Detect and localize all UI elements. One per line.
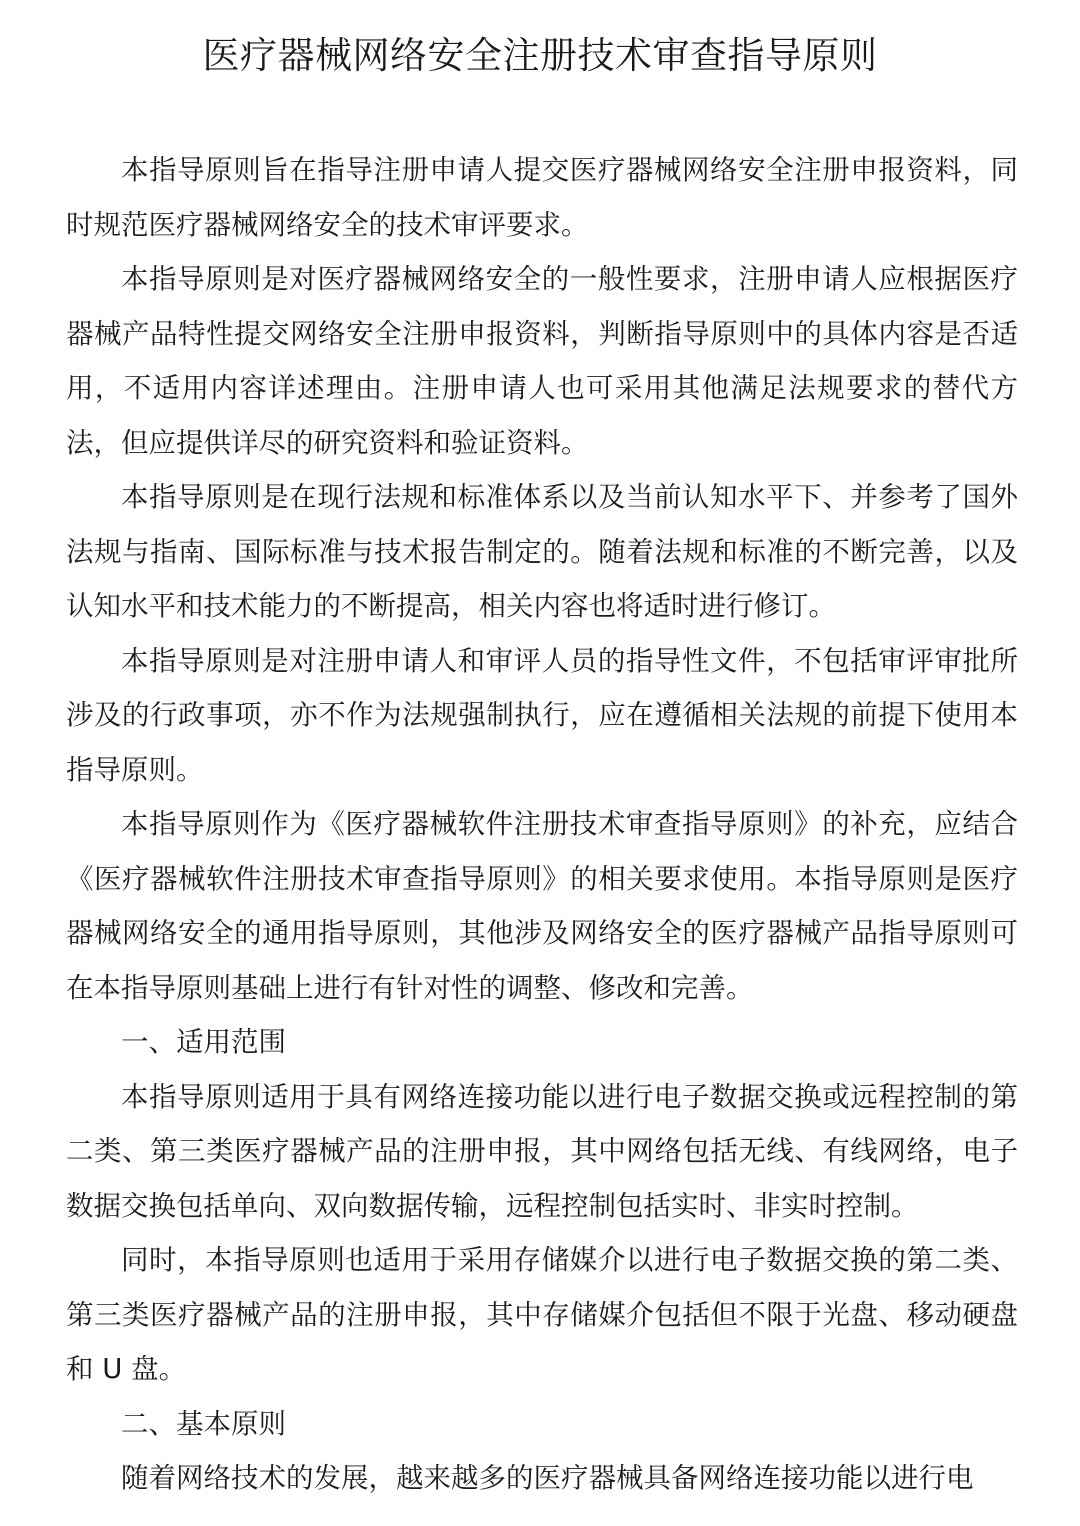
document-body <box>66 143 1018 1506</box>
section-heading-principles: 二、基本原则 <box>121 1407 286 1440</box>
document-title: 医疗器械网络安全注册技术审查指导原则 <box>202 34 878 77</box>
intro-paragraph-3: 本指导原则是在现行法规和标准体系以及当前认知水平下、并参考了国外法规与指南、国际标准与技术报告制定的。随着法规和标准的不断完善，以及认知水平和技术能力的不断提高，相关内容也将适时进行修订。 <box>66 481 1018 622</box>
scope-paragraph-2: 同时，本指导原则也适用于采用存储媒介以进行电子数据交换的第二类、第三类医疗器械产品的注册申报，其中存储媒介包括但不限于光盘、移动硬盘和 U 盘。 <box>66 1244 1018 1385</box>
intro-paragraph-4: 本指导原则是对注册申请人和审评人员的指导性文件，不包括审评审批所涉及的行政事项，亦不作为法规强制执行，应在遵循相关法规的前提下使用本指导原则。 <box>66 644 1018 786</box>
intro-paragraph-2: 本指导原则是对医疗器械网络安全的一般性要求，注册申请人应根据医疗器械产品特性提交网络安全注册申报资料，判断指导原则中的具体内容是否适用，不适用内容详述理由。注册申请人也可采用其他满足法规要求的替代方法，但应提供详尽的研究资料和验证资料。 <box>66 263 1018 459</box>
scope-paragraph-1: 本指导原则适用于具有网络连接功能以进行电子数据交换或远程控制的第二类、第三类医疗器械产品的注册申报，其中网络包括无线、有线网络，电子数据交换包括单向、双向数据传输，远程控制包括实时、非实时控制。 <box>66 1080 1018 1222</box>
principles-paragraph-1: 随着网络技术的发展，越来越多的医疗器械具备网络连接功能以进行电 <box>121 1462 974 1494</box>
intro-paragraph-1: 本指导原则旨在指导注册申请人提交医疗器械网络安全注册申报资料，同时规范医疗器械网络安全的技术审评要求。 <box>66 154 1018 241</box>
intro-paragraph-5: 本指导原则作为《医疗器械软件注册技术审查指导原则》的补充，应结合《医疗器械软件注册技术审查指导原则》的相关要求使用。本指导原则是医疗器械网络安全的通用指导原则，其他涉及网络安全的医疗器械产品指导原则可在本指导原则基础上进行有针对性的调整、修改和完善。 <box>66 808 1018 1004</box>
section-heading-scope: 一、适用范围 <box>121 1026 286 1058</box>
